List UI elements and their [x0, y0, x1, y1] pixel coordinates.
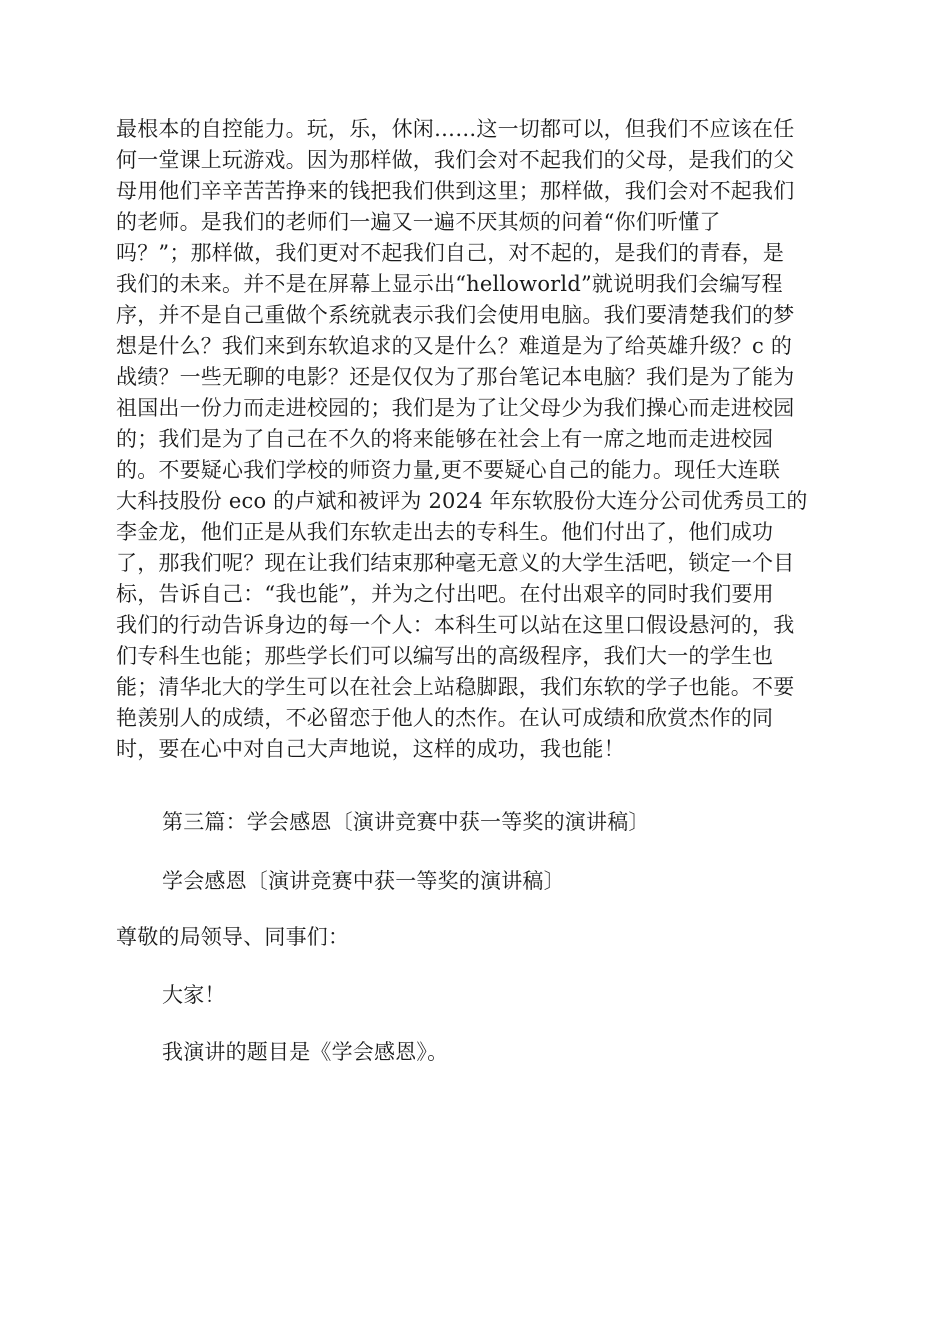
- salutation: 尊敬的局领导、同事们：: [116, 925, 350, 949]
- section-heading: 第三篇：学会感恩〔演讲竞赛中获一等奖的演讲稿〕: [162, 810, 650, 834]
- body-line-15: 了，那我们呢？现在让我们结束那种毫无意义的大学生活吧，锁定一个目: [116, 551, 795, 575]
- body-line-8: 想是什么？我们来到东软追求的又是什么？难道是为了给英雄升级？c 的: [116, 334, 793, 358]
- body-line-14: 李金龙，他们正是从我们东软走出去的专科生。他们付出了，他们成功: [116, 520, 774, 544]
- body-line-9: 战绩？一些无聊的电影？还是仅仅为了那台笔记本电脑？我们是为了能为: [116, 365, 795, 389]
- body-line-18: 们专科生也能；那些学长们可以编写出的高级程序，我们大一的学生也: [116, 644, 774, 668]
- body-line-16: 标，告诉自己：“我也能”，并为之付出吧。在付出艰辛的同时我们要用: [116, 582, 774, 606]
- body-line-10: 祖国出一份力而走进校园的；我们是为了让父母少为我们操心而走进校园: [116, 396, 795, 420]
- body-line-5: 吗？”；那样做，我们更对不起我们自己，对不起的，是我们的青春，是: [116, 241, 785, 265]
- body-line-20: 艳羡别人的成绩，不必留恋于他人的杰作。在认可成绩和欣赏杰作的同: [116, 706, 774, 730]
- body-line-17: 我们的行动告诉身边的每一个人：本科生可以站在这里口假设悬河的，我: [116, 613, 795, 637]
- body-line-12: 的。不要疑心我们学校的师资力量,更不要疑心自己的能力。现任大连联: [116, 458, 781, 482]
- body-line-2: 何一堂课上玩游戏。因为那样做，我们会对不起我们的父母，是我们的父: [116, 148, 795, 172]
- body-line-21: 时，要在心中对自己大声地说，这样的成功，我也能！: [116, 737, 625, 761]
- speech-title: 学会感恩〔演讲竞赛中获一等奖的演讲稿〕: [162, 869, 565, 893]
- body-line-11: 的；我们是为了自己在不久的将来能够在社会上有一席之地而走进校园: [116, 427, 774, 451]
- body-line-4: 的老师。是我们的老师们一遍又一遍不厌其烦的问着“你们听懂了: [116, 210, 721, 234]
- body-line-1: 最根本的自控能力。玩，乐，休闲……这一切都可以，但我们不应该在任: [116, 117, 795, 141]
- body-line-3: 母用他们辛辛苦苦挣来的钱把我们供到这里；那样做，我们会对不起我们: [116, 179, 795, 203]
- greeting: 大家！: [162, 983, 226, 1007]
- body-line-13: 大科技股份 eco 的卢斌和被评为 2024 年东软股份大连分公司优秀员工的: [116, 489, 808, 513]
- body-line-19: 能；清华北大的学生可以在社会上站稳脚跟，我们东软的学子也能。不要: [116, 675, 795, 699]
- body-line-7: 序，并不是自己重做个系统就表示我们会使用电脑。我们要清楚我们的梦: [116, 303, 795, 327]
- topic-line: 我演讲的题目是《学会感恩》。: [162, 1040, 449, 1064]
- body-line-6: 我们的未来。并不是在屏幕上显示出“helloworld”就说明我们会编写程: [116, 272, 783, 296]
